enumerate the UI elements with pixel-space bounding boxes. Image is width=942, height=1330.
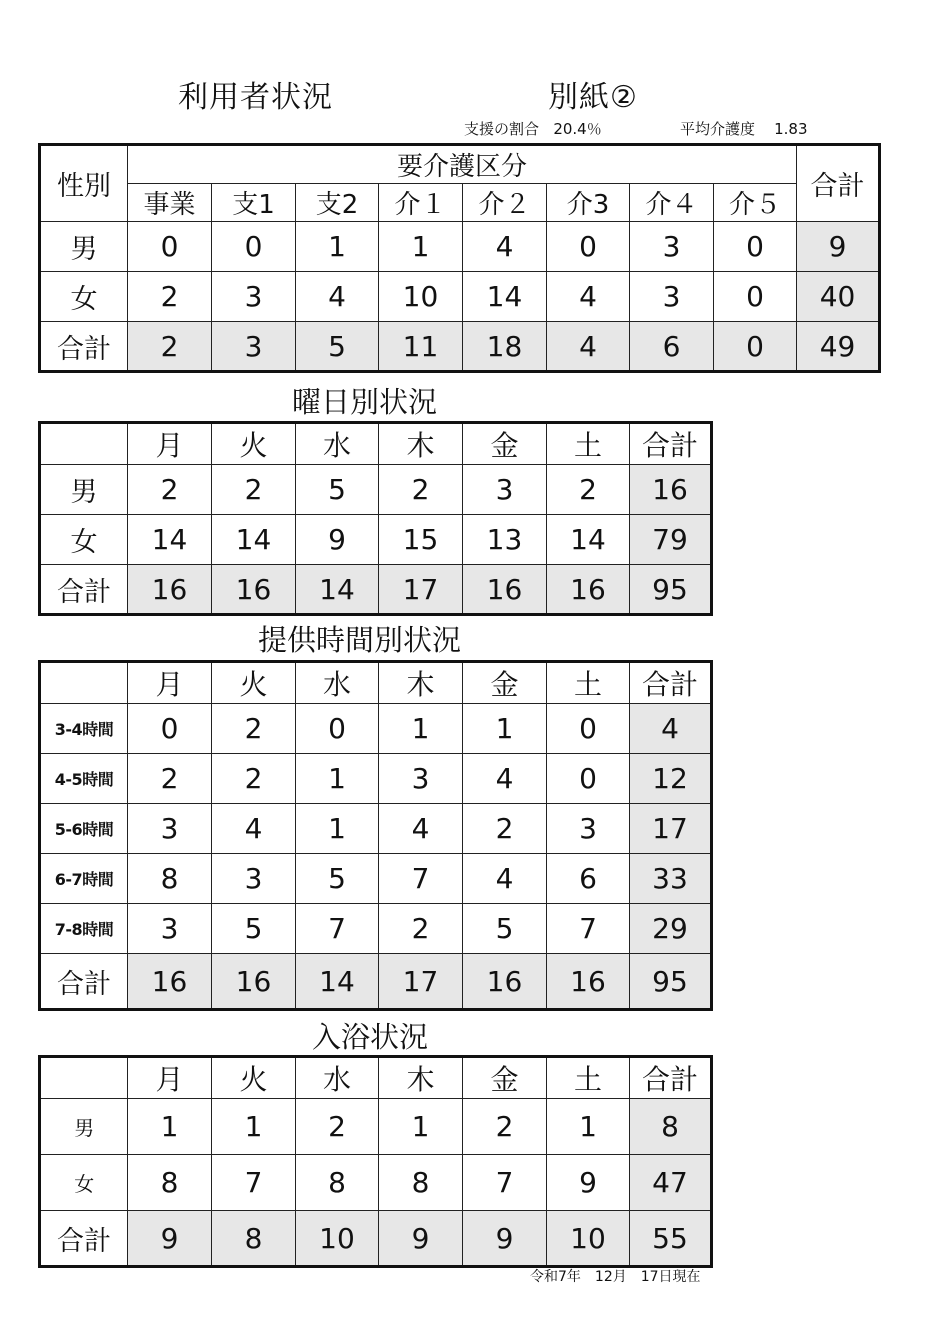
- table-cell: 1: [379, 704, 463, 754]
- total-cell: 8: [630, 1099, 712, 1155]
- table-cell: 7: [379, 854, 463, 904]
- table-row: [40, 322, 880, 372]
- total-cell: 16: [128, 565, 212, 615]
- table-cell: 3: [630, 272, 714, 322]
- table-cell: 4: [463, 222, 547, 272]
- total-cell: 2: [128, 322, 212, 372]
- support-ratio: [464, 118, 602, 139]
- weekday-section-title: 曜日別状況: [292, 385, 438, 419]
- total-cell: 16: [128, 954, 212, 1010]
- column-header: 介１: [379, 184, 463, 222]
- total-cell: 14: [296, 954, 379, 1010]
- column-header: 火: [212, 662, 296, 704]
- care-level-group-header: 要介護区分: [128, 145, 797, 184]
- row-label: 6-7時間: [40, 854, 128, 904]
- table-cell: 5: [212, 904, 296, 954]
- table-cell: 3: [379, 754, 463, 804]
- total-cell: 9: [128, 1211, 212, 1267]
- total-cell: 3: [212, 322, 296, 372]
- avg-care-label: 平均介護度: [680, 120, 756, 138]
- total-cell: 14: [296, 565, 379, 615]
- table-row: [40, 222, 880, 272]
- attachment-label: 別紙②: [548, 80, 638, 115]
- column-header: 水: [296, 1057, 379, 1099]
- table-cell: 14: [212, 515, 296, 565]
- row-label: 合計: [40, 954, 128, 1010]
- table-row: [40, 1155, 712, 1211]
- table-cell: 1: [463, 704, 547, 754]
- table-cell: 2: [212, 465, 296, 515]
- hours-section-title: 提供時間別状況: [258, 623, 462, 657]
- table-row: [40, 515, 712, 565]
- grand-total-cell: 49: [797, 322, 880, 372]
- table-cell: 1: [379, 1099, 463, 1155]
- page-title: 利用者状況: [178, 80, 333, 115]
- table-cell: 0: [547, 222, 630, 272]
- total-cell: 11: [379, 322, 463, 372]
- table-cell: 4: [212, 804, 296, 854]
- table-cell: 5: [296, 854, 379, 904]
- column-header: 月: [128, 423, 212, 465]
- row-label: 女: [40, 1155, 128, 1211]
- column-header: 火: [212, 423, 296, 465]
- column-header: 合計: [630, 1057, 712, 1099]
- table-cell: 1: [296, 804, 379, 854]
- table-cell: 2: [212, 754, 296, 804]
- column-header: 水: [296, 662, 379, 704]
- grand-total-cell: 95: [630, 954, 712, 1010]
- total-cell: 8: [212, 1211, 296, 1267]
- table-cell: 4: [296, 272, 379, 322]
- row-label: 男: [40, 465, 128, 515]
- column-header: 月: [128, 662, 212, 704]
- row-label: 5-6時間: [40, 804, 128, 854]
- total-cell: 16: [547, 954, 630, 1010]
- table-cell: 13: [463, 515, 547, 565]
- table-cell: 14: [128, 515, 212, 565]
- report-date: 令和7年 12月 17日現在: [530, 1269, 701, 1285]
- care-level-table: [38, 143, 881, 373]
- table-row: [40, 854, 712, 904]
- column-header: 事業: [128, 184, 212, 222]
- column-header: 水: [296, 423, 379, 465]
- table-cell: 9: [296, 515, 379, 565]
- table-cell: 8: [128, 1155, 212, 1211]
- table-row: [40, 565, 712, 615]
- table-cell: 3: [212, 272, 296, 322]
- table-cell: 2: [128, 272, 212, 322]
- table-cell: 14: [547, 515, 630, 565]
- table-cell: 2: [379, 904, 463, 954]
- table-cell: 3: [630, 222, 714, 272]
- table-cell: 2: [463, 804, 547, 854]
- total-cell: 10: [547, 1211, 630, 1267]
- table-cell: 8: [128, 854, 212, 904]
- table-cell: 2: [128, 465, 212, 515]
- table-cell: 0: [128, 704, 212, 754]
- column-header: 木: [379, 662, 463, 704]
- table-cell: 0: [212, 222, 296, 272]
- table-cell: 7: [547, 904, 630, 954]
- table-cell: 3: [463, 465, 547, 515]
- table-row: [40, 1099, 712, 1155]
- table-cell: 7: [296, 904, 379, 954]
- total-cell: 16: [547, 565, 630, 615]
- total-cell: 16: [212, 954, 296, 1010]
- grand-total-cell: 95: [630, 565, 712, 615]
- table-row: [40, 754, 712, 804]
- table-row: [40, 272, 880, 322]
- table-cell: 9: [547, 1155, 630, 1211]
- table-cell: 5: [463, 904, 547, 954]
- corner-cell: [40, 423, 128, 465]
- total-cell: 17: [630, 804, 712, 854]
- table-row: [40, 1211, 712, 1267]
- column-header: 土: [547, 1057, 630, 1099]
- table-cell: 1: [296, 754, 379, 804]
- table-cell: 14: [463, 272, 547, 322]
- column-header: 介４: [630, 184, 714, 222]
- column-header: 介５: [714, 184, 797, 222]
- column-header: 介２: [463, 184, 547, 222]
- table-row: [40, 804, 712, 854]
- table-cell: 0: [714, 222, 797, 272]
- column-header: 介3: [547, 184, 630, 222]
- column-header: 土: [547, 423, 630, 465]
- total-cell: 18: [463, 322, 547, 372]
- table-cell: 4: [379, 804, 463, 854]
- total-cell: 47: [630, 1155, 712, 1211]
- row-label: 3-4時間: [40, 704, 128, 754]
- support-ratio-label: 支援の割合: [464, 120, 540, 138]
- table-cell: 2: [296, 1099, 379, 1155]
- total-cell: 33: [630, 854, 712, 904]
- column-header: 木: [379, 423, 463, 465]
- table-cell: 1: [379, 222, 463, 272]
- weekday-table: [38, 421, 713, 616]
- total-cell: 9: [463, 1211, 547, 1267]
- total-cell: 12: [630, 754, 712, 804]
- total-cell: 16: [630, 465, 712, 515]
- table-cell: 1: [212, 1099, 296, 1155]
- row-label: 合計: [40, 322, 128, 372]
- table-cell: 7: [212, 1155, 296, 1211]
- table-cell: 1: [547, 1099, 630, 1155]
- table-cell: 8: [296, 1155, 379, 1211]
- table-cell: 2: [547, 465, 630, 515]
- column-header: 金: [463, 662, 547, 704]
- avg-care-level: [680, 118, 808, 139]
- table-cell: 2: [212, 704, 296, 754]
- table-row: [40, 465, 712, 515]
- total-cell: 17: [379, 954, 463, 1010]
- row-label: 合計: [40, 1211, 128, 1267]
- bath-table: [38, 1055, 713, 1268]
- total-cell: 16: [463, 954, 547, 1010]
- column-header: 支1: [212, 184, 296, 222]
- table-cell: 2: [128, 754, 212, 804]
- table-cell: 3: [128, 904, 212, 954]
- row-label: 合計: [40, 565, 128, 615]
- table-cell: 5: [296, 465, 379, 515]
- total-cell: 4: [630, 704, 712, 754]
- total-header: 合計: [797, 145, 880, 222]
- column-header: 木: [379, 1057, 463, 1099]
- table-cell: 0: [128, 222, 212, 272]
- total-cell: 0: [714, 322, 797, 372]
- table-cell: 0: [296, 704, 379, 754]
- table-cell: 2: [463, 1099, 547, 1155]
- row-label: 4-5時間: [40, 754, 128, 804]
- total-cell: 6: [630, 322, 714, 372]
- column-header: 合計: [630, 662, 712, 704]
- column-header: 土: [547, 662, 630, 704]
- table-cell: 1: [296, 222, 379, 272]
- table-cell: 1: [128, 1099, 212, 1155]
- hours-table: [38, 660, 713, 1011]
- corner-cell: [40, 662, 128, 704]
- table-cell: 3: [212, 854, 296, 904]
- table-cell: 3: [128, 804, 212, 854]
- table-cell: 4: [547, 272, 630, 322]
- table-cell: 7: [463, 1155, 547, 1211]
- column-header: 支2: [296, 184, 379, 222]
- total-cell: 16: [463, 565, 547, 615]
- total-cell: 79: [630, 515, 712, 565]
- table-cell: 2: [379, 465, 463, 515]
- row-label: 7-8時間: [40, 904, 128, 954]
- table-cell: 4: [463, 754, 547, 804]
- table-cell: 0: [547, 754, 630, 804]
- total-cell: 9: [379, 1211, 463, 1267]
- gender-header: 性別: [40, 145, 128, 222]
- total-cell: 5: [296, 322, 379, 372]
- avg-care-value: 1.83: [774, 120, 808, 138]
- table-cell: 0: [714, 272, 797, 322]
- row-label: 男: [40, 222, 128, 272]
- table-cell: 0: [547, 704, 630, 754]
- table-cell: 8: [379, 1155, 463, 1211]
- total-cell: 9: [797, 222, 880, 272]
- column-header: 合計: [630, 423, 712, 465]
- column-header: 金: [463, 423, 547, 465]
- total-cell: 10: [296, 1211, 379, 1267]
- total-cell: 40: [797, 272, 880, 322]
- table-cell: 3: [547, 804, 630, 854]
- table-row: [40, 904, 712, 954]
- support-ratio-value: 20.4％: [553, 120, 602, 138]
- column-header: 火: [212, 1057, 296, 1099]
- table-cell: 15: [379, 515, 463, 565]
- table-cell: 10: [379, 272, 463, 322]
- row-label: 女: [40, 515, 128, 565]
- total-cell: 29: [630, 904, 712, 954]
- total-cell: 16: [212, 565, 296, 615]
- table-row: [40, 954, 712, 1010]
- corner-cell: [40, 1057, 128, 1099]
- table-cell: 4: [463, 854, 547, 904]
- table-row: [40, 704, 712, 754]
- table-cell: 6: [547, 854, 630, 904]
- bath-section-title: 入浴状況: [312, 1020, 429, 1054]
- total-cell: 4: [547, 322, 630, 372]
- row-label: 男: [40, 1099, 128, 1155]
- total-cell: 17: [379, 565, 463, 615]
- column-header: 月: [128, 1057, 212, 1099]
- column-header: 金: [463, 1057, 547, 1099]
- grand-total-cell: 55: [630, 1211, 712, 1267]
- row-label: 女: [40, 272, 128, 322]
